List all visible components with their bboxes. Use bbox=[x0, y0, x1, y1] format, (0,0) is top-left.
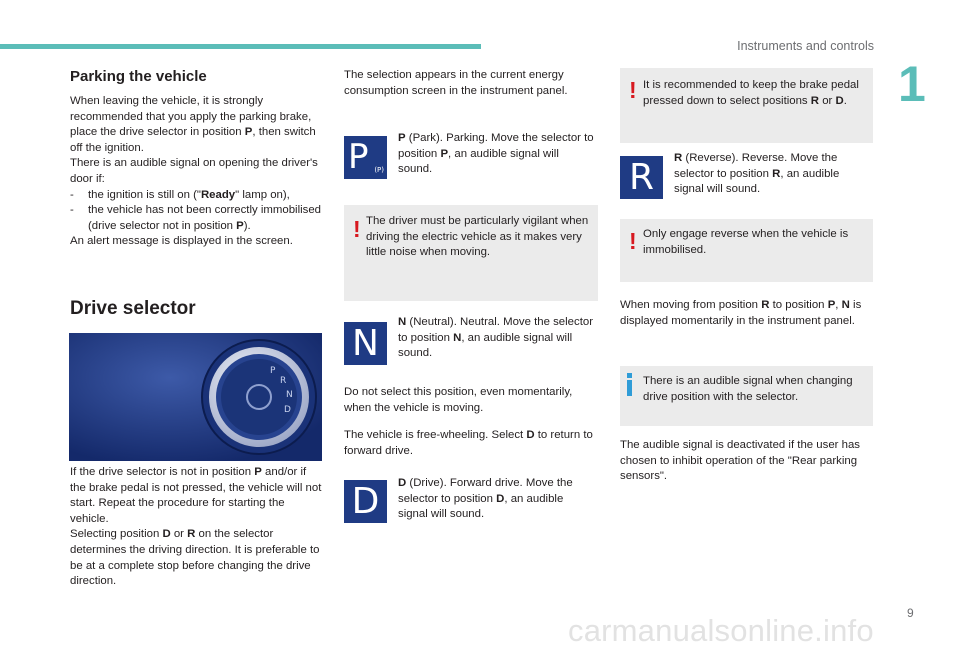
deactivated-para: The audible signal is deactivated if the user has chosen to inhibit operation of the "Rear parking sensors". bbox=[620, 439, 860, 483]
drive-description: D (Drive). Forward drive. Move the selector to position D, an audible signal will sound. bbox=[398, 477, 573, 521]
parking-list-item-1: - the ignition is still on ("Ready" lamp on), bbox=[70, 188, 290, 201]
dial-letter-p: P bbox=[270, 366, 276, 376]
moving-para: When moving from position R to position P, N is displayed momentarily in the instrument panel. bbox=[620, 299, 862, 327]
warning-icon: ! bbox=[629, 77, 637, 103]
neutral-description: N (Neutral). Neutral. Move the selector to position N, an audible signal will sound. bbox=[398, 316, 593, 360]
neutral-warning-para: Do not select this position, even momentarily, when the vehicle is moving. bbox=[344, 386, 573, 414]
header-accent-bar bbox=[0, 44, 481, 49]
section-title: Instruments and controls bbox=[737, 39, 874, 53]
dial-letter-n: N bbox=[286, 390, 293, 400]
drive-selector-image bbox=[69, 333, 322, 461]
freewheel-para: The vehicle is free-wheeling. Select D to return to forward drive. bbox=[344, 429, 593, 457]
warning-icon: ! bbox=[629, 228, 637, 254]
reverse-display-icon: R bbox=[620, 156, 663, 199]
drive-display-icon: D bbox=[344, 480, 387, 523]
neutral-display-icon: N bbox=[344, 322, 387, 365]
info-text: There is an audible signal when changing drive position with the selector. bbox=[643, 375, 853, 403]
info-box bbox=[620, 366, 873, 426]
warning-silent-text: The driver must be particularly vigilant when driving the electric vehicle as it makes very little noise when moving. bbox=[366, 215, 589, 259]
warning-brake-text: It is recommended to keep the brake pedal pressed down to select positions R or D. bbox=[643, 79, 859, 107]
parking-para-3: An alert message is displayed in the screen. bbox=[70, 235, 293, 248]
drive-para-2: Selecting position D or R on the selector determines the driving direction. It is preferable to be at a complete stop before changing the drive direction. bbox=[70, 528, 320, 588]
dial-letter-r: R bbox=[280, 376, 287, 386]
reverse-description: R (Reverse). Reverse. Move the selector to position R, an audible signal will sound. bbox=[674, 152, 840, 196]
park-display-icon: P (P) bbox=[344, 136, 387, 179]
warning-box-silent bbox=[344, 205, 598, 301]
park-description: P (Park). Parking. Move the selector to position P, an audible signal will sound. bbox=[398, 132, 594, 176]
parking-body bbox=[70, 94, 322, 250]
drive-selector-body bbox=[70, 465, 324, 590]
dial-letter-d: D bbox=[284, 405, 291, 415]
warning-reverse-text: Only engage reverse when the vehicle is immobilised. bbox=[643, 228, 849, 256]
page-number: 9 bbox=[907, 606, 914, 620]
drive-selector-title: Drive selector bbox=[70, 298, 196, 319]
info-icon bbox=[627, 373, 633, 397]
selection-intro: The selection appears in the current energy consumption screen in the instrument panel. bbox=[344, 69, 568, 97]
warning-box-brake bbox=[620, 68, 873, 143]
parking-list-item-2: - the vehicle has not been correctly immobilised (drive selector not in position P). bbox=[70, 204, 321, 232]
drive-selector-dial-icon bbox=[69, 333, 322, 461]
parking-title: Parking the vehicle bbox=[70, 68, 207, 85]
parking-para-2: There is an audible signal on opening the driver's door if: bbox=[70, 157, 318, 185]
watermark: carmanualsonline.info bbox=[568, 613, 874, 648]
parking-para-1: When leaving the vehicle, it is strongly recommended that you apply the parking brake, place the drive selector in position P, then switch off the ignition. bbox=[70, 95, 316, 154]
drive-para-1: If the drive selector is not in position P and/or if the brake pedal is not pressed, the vehicle will not start. Repeat the procedure for starting the vehicle. bbox=[70, 466, 322, 525]
warning-icon: ! bbox=[353, 216, 361, 242]
warning-box-reverse bbox=[620, 219, 873, 282]
chapter-number: 1 bbox=[898, 56, 926, 112]
